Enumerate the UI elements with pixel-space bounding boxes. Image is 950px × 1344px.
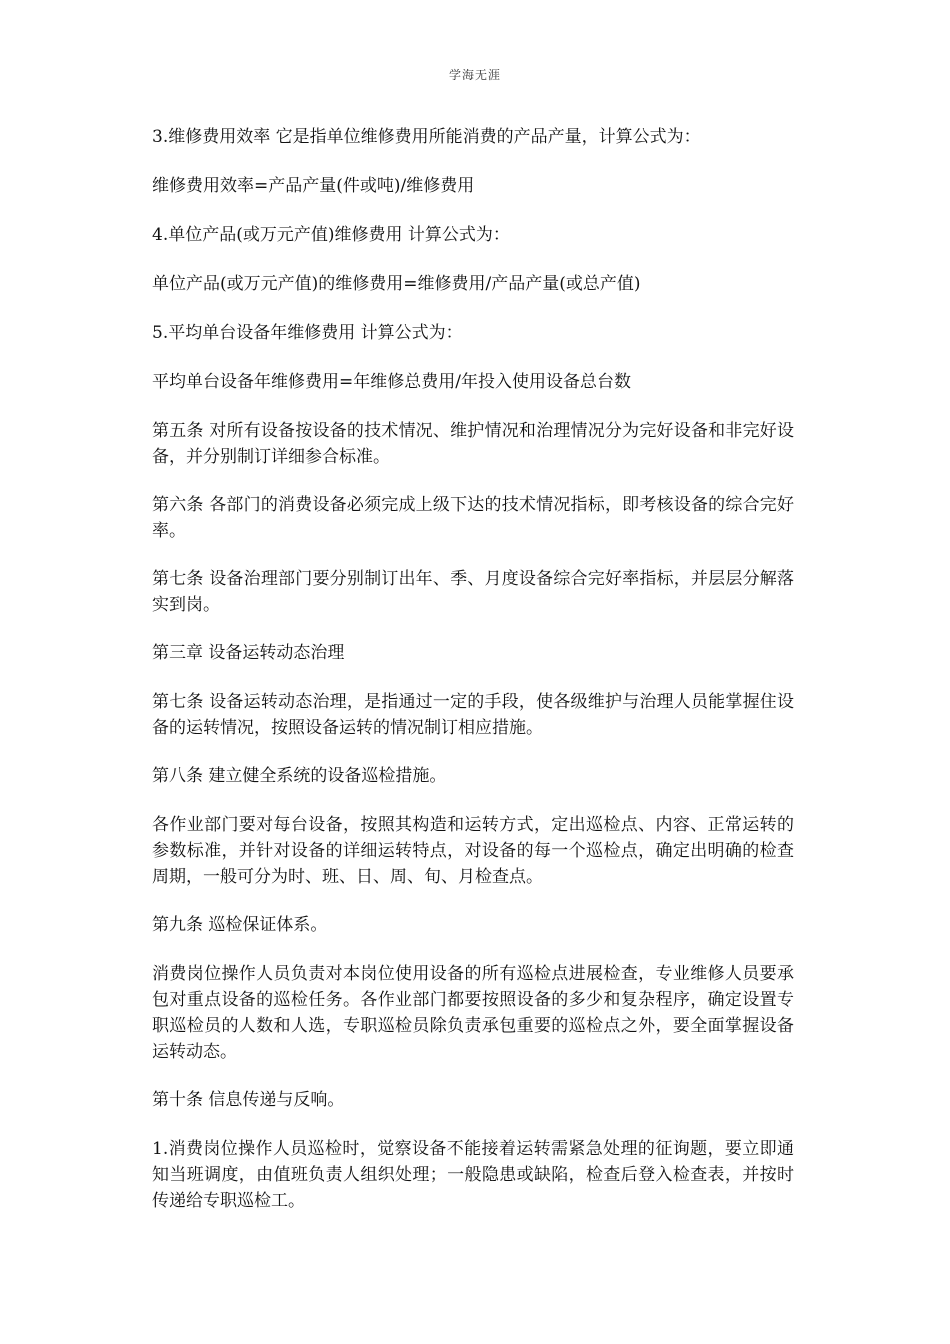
article-7-dynamic-management: 第七条 设备运转动态治理，是指通过一定的手段，使各级维护与治理人员能掌握住设备的运转情况，按照设备运转的情况制订相应措施。 (152, 692, 794, 738)
inspection-responsibility: 消费岗位操作人员负责对本岗位使用设备的所有巡检点进展检查，专业维修人员要承包对重点设备的巡检任务。各作业部门都要按照设备的多少和复杂程序，确定设置专职巡检员的人数和人选，专职巡检员除负责承包重要的巡检点之外，要全面掌握设备运转动态。 (152, 964, 794, 1062)
formula-maintenance-cost-efficiency: 维修费用效率=产品产量(件或吨)/维修费用 (152, 176, 475, 196)
paragraph-unit-product-maintenance-cost: 4.单位产品(或万元产值)维修费用 计算公式为： (152, 225, 510, 245)
information-transfer-item-1: 1.消费岗位操作人员巡检时，觉察设备不能接着运转需紧急处理的征询题，要立即通知当班调度，由值班负责人组织处理；一般隐患或缺陷，检查后登入检查表，并按时传递给专职巡检工。 (152, 1139, 794, 1211)
paragraph-average-device-annual-cost: 5.平均单台设备年维修费用 计算公式为： (152, 323, 463, 343)
article-8: 第八条 建立健全系统的设备巡检措施。 (152, 766, 447, 786)
formula-average-device-annual-cost: 平均单台设备年维修费用=年维修总费用/年投入使用设备总台数 (152, 372, 631, 392)
article-6: 第六条 各部门的消费设备必须完成上级下达的技术情况指标，即考核设备的综合完好率。 (152, 495, 794, 541)
page-header: 学海无涯 (448, 68, 501, 82)
article-10: 第十条 信息传递与反响。 (152, 1090, 345, 1110)
article-7: 第七条 设备治理部门要分别制订出年、季、月度设备综合完好率指标，并层层分解落实到岗。 (152, 569, 794, 615)
article-9: 第九条 巡检保证体系。 (152, 915, 328, 935)
paragraph-maintenance-cost-efficiency: 3.维修费用效率 它是指单位维修费用所能消费的产品产量，计算公式为： (152, 127, 701, 147)
article-5: 第五条 对所有设备按设备的技术情况、维护情况和治理情况分为完好设备和非完好设备，并分别制订详细参合标准。 (152, 421, 794, 467)
inspection-requirements: 各作业部门要对每台设备，按照其构造和运转方式，定出巡检点、内容、正常运转的参数标准，并针对设备的详细运转特点，对设备的每一个巡检点，确定出明确的检查周期，一般可分为时、班、日、周、旬、月检查点。 (152, 815, 794, 887)
chapter-3-heading: 第三章 设备运转动态治理 (152, 643, 345, 663)
document-body (152, 124, 794, 1236)
formula-unit-product-maintenance-cost: 单位产品(或万元产值)的维修费用=维修费用/产品产量(或总产值) (152, 274, 641, 294)
